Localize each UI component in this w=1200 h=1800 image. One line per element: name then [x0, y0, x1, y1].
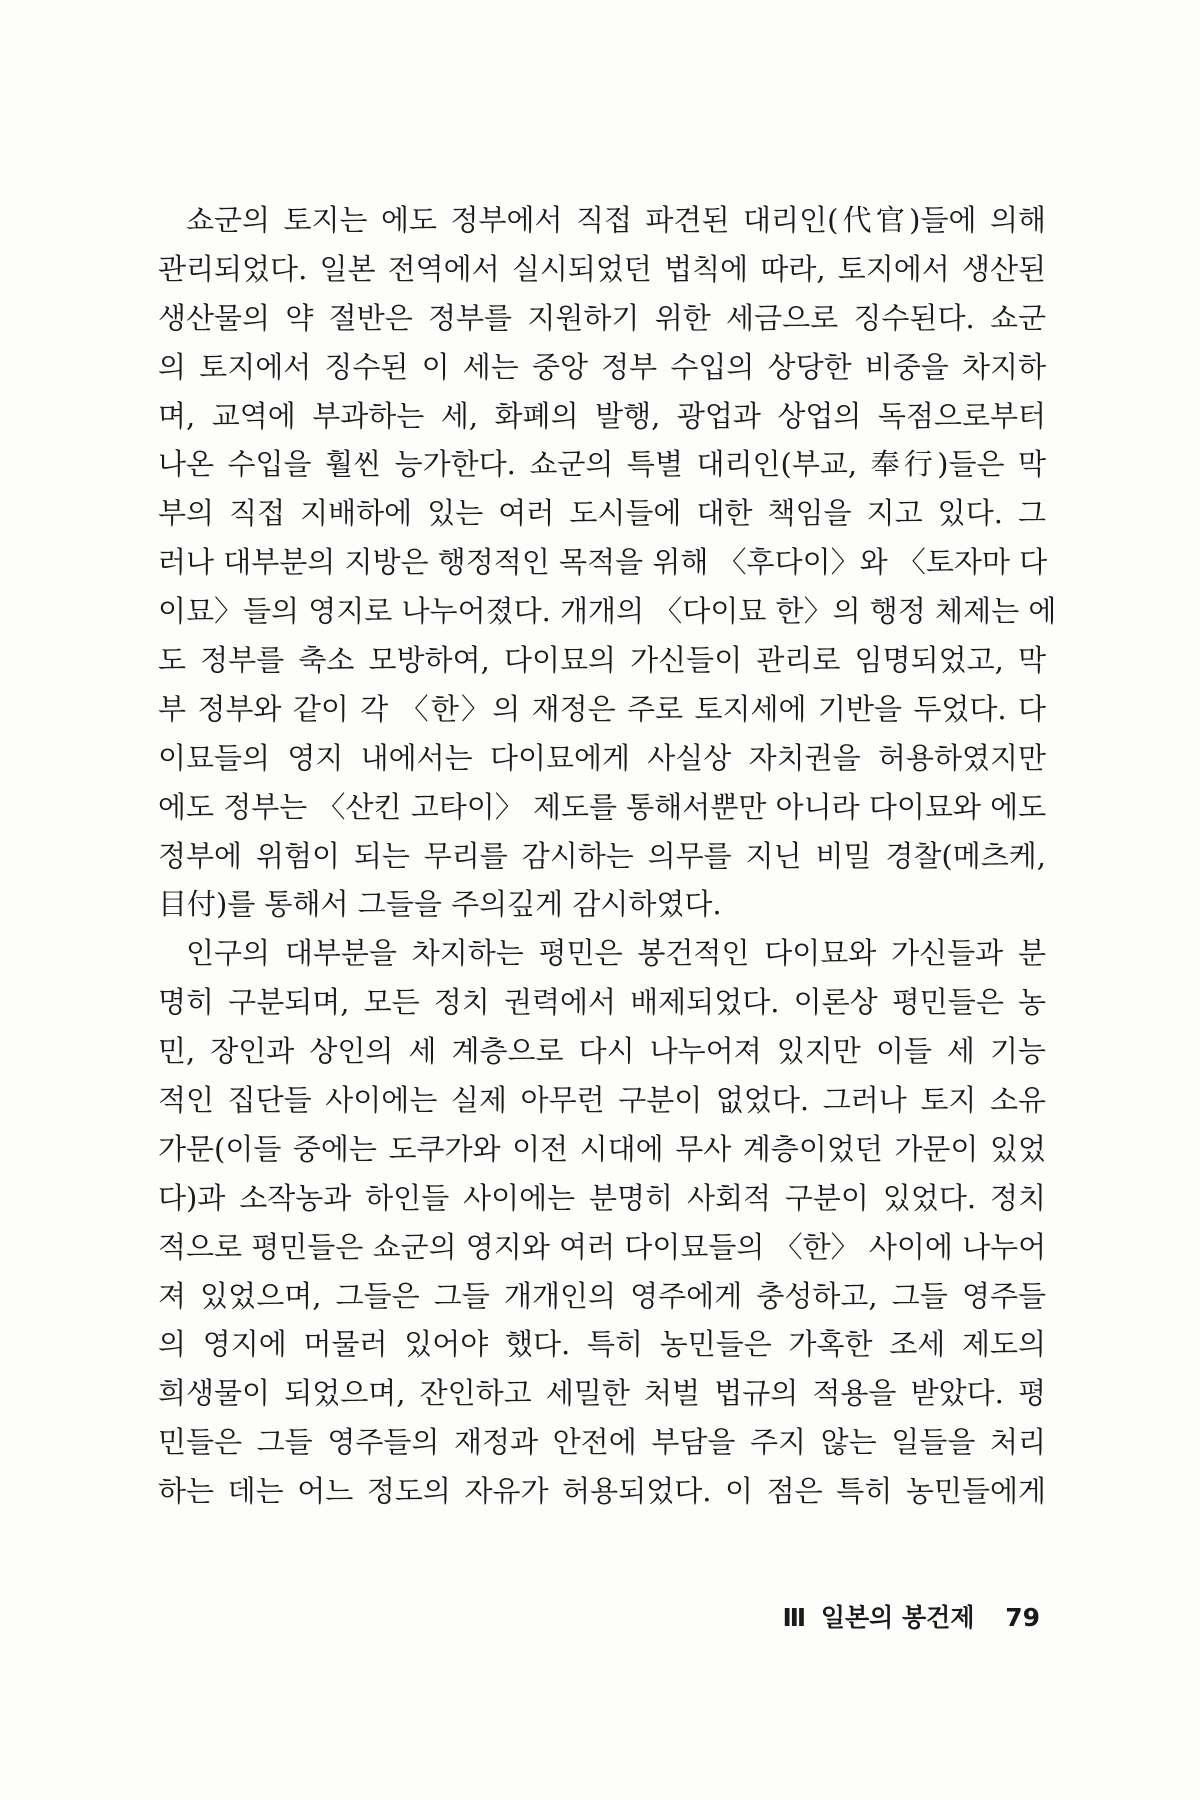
- text-line: 민, 장인과 상인의 세 계층으로 다시 나누어져 있지만 이들 세 기능: [158, 1034, 1046, 1069]
- text-line: 目付)를 통해서 그들을 주의깊게 감시하였다.: [158, 887, 722, 922]
- text-line: 민들은 그들 영주들의 재정과 안전에 부담을 주지 않는 일들을 처리: [158, 1425, 1046, 1460]
- chapter-number: Ⅲ: [782, 1603, 807, 1632]
- text-line: 인구의 대부분을 차지하는 평민은 봉건적인 다이묘와 가신들과 분: [186, 936, 1046, 971]
- text-line: 다)과 소작농과 하인들 사이에는 분명히 사회적 구분이 있었다. 정치: [158, 1180, 1046, 1215]
- text-line: 가문(이들 중에는 도쿠가와 이전 시대에 무사 계층이었던 가문이 있었: [158, 1131, 1046, 1166]
- text-line: 생산물의 약 절반은 정부를 지원하기 위한 세금으로 징수된다. 쇼군: [158, 300, 1046, 335]
- text-line: 명히 구분되며, 모든 정치 권력에서 배제되었다. 이론상 평민들은 농: [158, 985, 1046, 1020]
- text-line: 의 영지에 머물러 있어야 했다. 특히 농민들은 가혹한 조세 제도의: [158, 1327, 1046, 1362]
- text-line: 적인 집단들 사이에는 실제 아무런 구분이 없었다. 그러나 토지 소유: [158, 1083, 1046, 1118]
- text-line: 하는 데는 어느 정도의 자유가 허용되었다. 이 점은 특히 농민들에게: [158, 1474, 1046, 1509]
- text-line: 적으로 평민들은 쇼군의 영지와 여러 다이묘들의 〈한〉 사이에 나누어: [158, 1229, 1047, 1264]
- text-line: 이묘〉들의 영지로 나누어졌다. 개개의 〈다이묘 한〉의 행정 체제는 에: [158, 594, 1057, 629]
- text-line: 부 정부와 같이 각 〈한〉의 재정은 주로 토지세에 기반을 두었다. 다: [158, 691, 1046, 726]
- page-number: 79: [1005, 1603, 1040, 1632]
- text-line: 나온 수입을 훨씬 능가한다. 쇼군의 특별 대리인(부교, 奉行)들은 막: [158, 447, 1046, 482]
- text-line: 도 정부를 축소 모방하여, 다이묘의 가신들이 관리로 임명되었고, 막: [158, 643, 1046, 678]
- text-line: 희생물이 되었으며, 잔인하고 세밀한 처벌 법규의 적용을 받았다. 평: [158, 1376, 1046, 1411]
- text-line: 쇼군의 토지는 에도 정부에서 직접 파견된 대리인(代官)들에 의해: [186, 203, 1046, 237]
- text-line: 정부에 위험이 되는 무리를 감시하는 의무를 지닌 비밀 경찰(메츠케,: [158, 838, 1046, 873]
- body-text: [158, 196, 1057, 1516]
- text-line: 부의 직접 지배하에 있는 여러 도시들에 대한 책임을 지고 있다. 그: [158, 496, 1046, 531]
- text-line: 러나 대부분의 지방은 행정적인 목적을 위해 〈후다이〉와 〈토자마 다: [158, 545, 1048, 580]
- chapter-title: 일본의 봉건제: [820, 1603, 975, 1632]
- text-line: 에도 정부는 〈산킨 고타이〉 제도를 통해서뿐만 아니라 다이묘와 에도: [158, 789, 1047, 824]
- text-line: 의 토지에서 징수된 이 세는 중앙 정부 수입의 상당한 비중을 차지하: [158, 349, 1046, 384]
- text-line: 관리되었다. 일본 전역에서 실시되었던 법칙에 따라, 토지에서 생산된: [158, 251, 1046, 286]
- text-line: 져 있었으며, 그들은 그들 개개인의 영주에게 충성하고, 그들 영주들: [158, 1278, 1046, 1313]
- page-footer: [783, 1598, 1040, 1634]
- text-line: 이묘들의 영지 내에서는 다이묘에게 사실상 자치권을 허용하였지만: [158, 740, 1046, 775]
- text-line: 며, 교역에 부과하는 세, 화폐의 발행, 광업과 상업의 독점으로부터: [158, 398, 1046, 433]
